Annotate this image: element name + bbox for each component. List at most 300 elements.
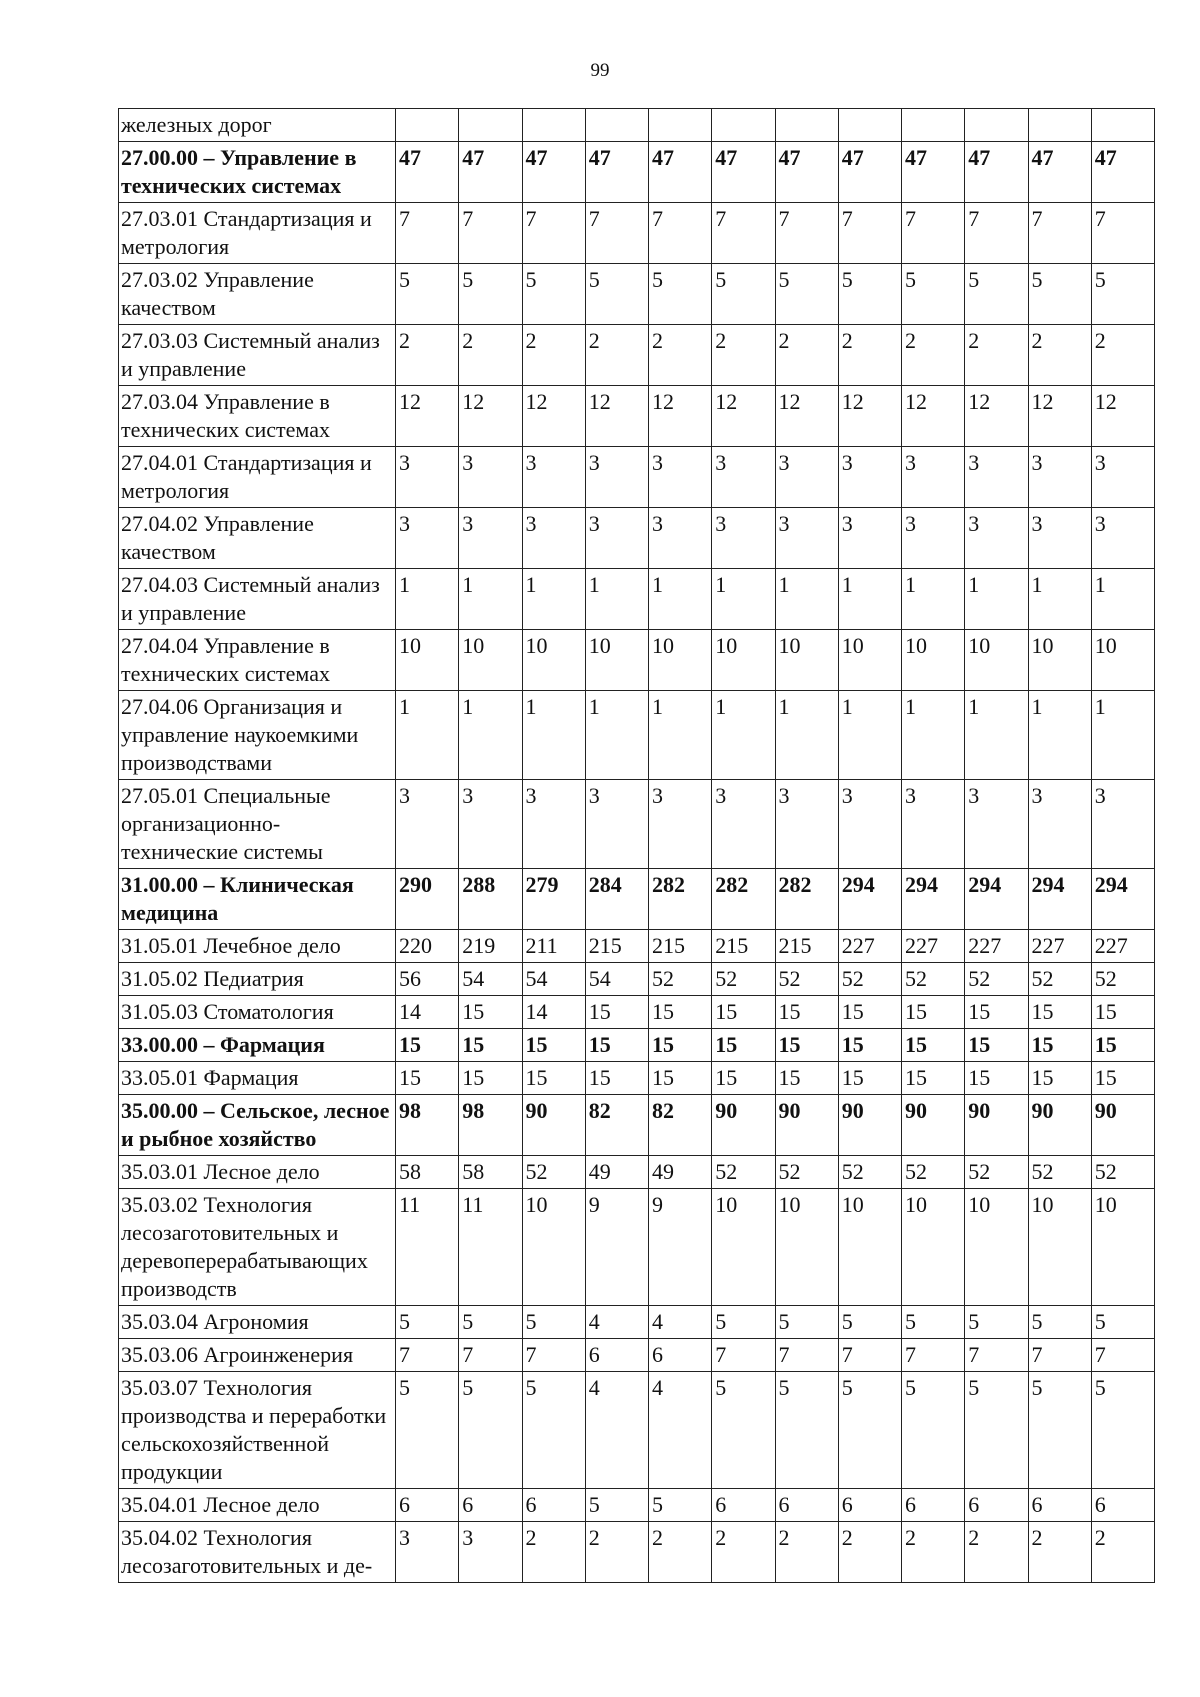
- table-cell: 90: [712, 1095, 775, 1156]
- table-cell: 3: [585, 780, 648, 869]
- table-cell: 15: [775, 1029, 838, 1062]
- table-cell: 47: [459, 142, 522, 203]
- table-cell: 2: [838, 325, 901, 386]
- table-cell: 1: [459, 691, 522, 780]
- table-cell: 1: [649, 691, 712, 780]
- table-cell: 58: [459, 1156, 522, 1189]
- table-cell: 2: [775, 1522, 838, 1583]
- row-label: 31.00.00 – Клиническая медицина: [119, 869, 396, 930]
- table-cell: 12: [522, 386, 585, 447]
- table-cell: 15: [585, 1062, 648, 1095]
- table-cell: 5: [522, 1372, 585, 1489]
- table-cell: 52: [712, 963, 775, 996]
- table-cell: 4: [649, 1372, 712, 1489]
- table-cell: 47: [1028, 142, 1091, 203]
- table-cell: 15: [965, 1062, 1028, 1095]
- table-row: [119, 930, 1155, 963]
- table-cell: 1: [522, 691, 585, 780]
- table-cell: 15: [1091, 996, 1154, 1029]
- table-cell: 6: [838, 1489, 901, 1522]
- table-cell: 7: [1091, 203, 1154, 264]
- table-cell: 294: [1091, 869, 1154, 930]
- table-cell: 15: [1028, 1062, 1091, 1095]
- table-cell: 10: [712, 630, 775, 691]
- table-cell: 2: [522, 1522, 585, 1583]
- table-cell: 7: [1091, 1339, 1154, 1372]
- table-cell: 3: [838, 447, 901, 508]
- table-cell: 10: [838, 630, 901, 691]
- table-cell: 90: [775, 1095, 838, 1156]
- table-row: [119, 508, 1155, 569]
- table-cell: 284: [585, 869, 648, 930]
- table-cell: 3: [902, 780, 965, 869]
- table-cell: 2: [775, 325, 838, 386]
- table-cell: 1: [459, 569, 522, 630]
- table-cell: 11: [459, 1189, 522, 1306]
- table-cell: 7: [522, 203, 585, 264]
- table-cell: 5: [522, 1306, 585, 1339]
- table-cell: 6: [459, 1489, 522, 1522]
- table-cell: 52: [1091, 963, 1154, 996]
- table-cell: 227: [965, 930, 1028, 963]
- table-cell: 7: [965, 1339, 1028, 1372]
- table-cell: 15: [712, 996, 775, 1029]
- table-cell: 5: [775, 1306, 838, 1339]
- table-cell: 3: [775, 780, 838, 869]
- row-label: 27.04.04 Управление в технических системах: [119, 630, 396, 691]
- table-cell: 7: [649, 203, 712, 264]
- table-cell: 10: [396, 630, 459, 691]
- table-cell: [1028, 109, 1091, 142]
- table-cell: 5: [775, 1372, 838, 1489]
- row-label: 33.05.01 Фармация: [119, 1062, 396, 1095]
- table-cell: 1: [585, 691, 648, 780]
- table-row: [119, 691, 1155, 780]
- row-label: 35.04.02 Технология лесозаготовительных и де-: [119, 1522, 396, 1583]
- table-cell: 15: [712, 1062, 775, 1095]
- table-cell: 3: [396, 780, 459, 869]
- table-cell: 15: [902, 1029, 965, 1062]
- table-cell: 282: [775, 869, 838, 930]
- table-cell: 6: [965, 1489, 1028, 1522]
- table-cell: 2: [712, 325, 775, 386]
- table-cell: 15: [522, 1062, 585, 1095]
- table-cell: 10: [965, 1189, 1028, 1306]
- table-cell: 3: [1028, 508, 1091, 569]
- row-label: 35.04.01 Лесное дело: [119, 1489, 396, 1522]
- table-cell: 15: [649, 996, 712, 1029]
- table-cell: 10: [902, 1189, 965, 1306]
- table-cell: 7: [459, 203, 522, 264]
- table-cell: 49: [649, 1156, 712, 1189]
- table-cell: 1: [965, 691, 1028, 780]
- table-cell: 3: [459, 508, 522, 569]
- table-cell: 2: [712, 1522, 775, 1583]
- table-cell: 12: [396, 386, 459, 447]
- table-cell: 3: [1028, 447, 1091, 508]
- table-row: [119, 1029, 1155, 1062]
- table-row: [119, 203, 1155, 264]
- table-cell: 90: [965, 1095, 1028, 1156]
- table-row: [119, 1339, 1155, 1372]
- table-cell: 3: [838, 508, 901, 569]
- page-number: 99: [590, 60, 610, 81]
- table-row: [119, 1306, 1155, 1339]
- table-cell: 3: [965, 447, 1028, 508]
- table-cell: 7: [902, 1339, 965, 1372]
- table-cell: [838, 109, 901, 142]
- table-cell: 90: [838, 1095, 901, 1156]
- table-cell: 290: [396, 869, 459, 930]
- row-label: 27.03.01 Стандартизация и метрология: [119, 203, 396, 264]
- table-cell: 47: [1091, 142, 1154, 203]
- table-cell: 7: [902, 203, 965, 264]
- table-cell: 227: [1028, 930, 1091, 963]
- table-cell: 3: [649, 780, 712, 869]
- table-row: [119, 1189, 1155, 1306]
- table-cell: 15: [838, 1062, 901, 1095]
- table-cell: 4: [585, 1372, 648, 1489]
- table-cell: 12: [838, 386, 901, 447]
- table-cell: 58: [396, 1156, 459, 1189]
- table-cell: 15: [775, 996, 838, 1029]
- table-cell: 227: [838, 930, 901, 963]
- table-cell: 10: [965, 630, 1028, 691]
- table-cell: 12: [775, 386, 838, 447]
- table-cell: 2: [965, 325, 1028, 386]
- row-label: 27.00.00 – Управление в технических системах: [119, 142, 396, 203]
- table-cell: 7: [396, 203, 459, 264]
- table-row: [119, 325, 1155, 386]
- table-cell: [775, 109, 838, 142]
- table-cell: 3: [396, 1522, 459, 1583]
- table-cell: 6: [1091, 1489, 1154, 1522]
- table-row: [119, 1372, 1155, 1489]
- table-cell: 282: [649, 869, 712, 930]
- table-cell: 15: [649, 1029, 712, 1062]
- table-cell: 2: [1028, 325, 1091, 386]
- table-cell: 2: [1091, 325, 1154, 386]
- table-cell: 49: [585, 1156, 648, 1189]
- table-cell: 1: [838, 569, 901, 630]
- row-label: 35.03.02 Технология лесозаготовительных и деревоперерабатывающих производств: [119, 1189, 396, 1306]
- table-cell: 47: [838, 142, 901, 203]
- table-cell: 2: [1028, 1522, 1091, 1583]
- table-cell: 288: [459, 869, 522, 930]
- table-cell: 15: [1028, 1029, 1091, 1062]
- table-row: [119, 869, 1155, 930]
- table-cell: 3: [965, 508, 1028, 569]
- table-cell: 52: [522, 1156, 585, 1189]
- table-cell: 3: [396, 447, 459, 508]
- table-cell: 5: [649, 264, 712, 325]
- table-cell: 6: [585, 1339, 648, 1372]
- table-cell: 5: [396, 1372, 459, 1489]
- table-row: [119, 569, 1155, 630]
- table-cell: 3: [1091, 508, 1154, 569]
- table-cell: 215: [585, 930, 648, 963]
- table-cell: 47: [965, 142, 1028, 203]
- table-cell: 211: [522, 930, 585, 963]
- table-cell: 279: [522, 869, 585, 930]
- table-cell: 52: [838, 963, 901, 996]
- table-cell: 7: [522, 1339, 585, 1372]
- table-cell: 52: [902, 1156, 965, 1189]
- row-label: 27.05.01 Специальные организационно-технические системы: [119, 780, 396, 869]
- table-cell: 10: [712, 1189, 775, 1306]
- table-cell: 5: [1091, 264, 1154, 325]
- table-cell: [459, 109, 522, 142]
- table-row: [119, 1095, 1155, 1156]
- table-cell: 294: [902, 869, 965, 930]
- table-cell: 7: [585, 203, 648, 264]
- table-cell: 15: [838, 1029, 901, 1062]
- row-label: 27.04.06 Организация и управление наукоемкими производствами: [119, 691, 396, 780]
- table-cell: 1: [775, 691, 838, 780]
- table-cell: 5: [712, 264, 775, 325]
- table-cell: 47: [902, 142, 965, 203]
- table-cell: 12: [902, 386, 965, 447]
- table-cell: 15: [838, 996, 901, 1029]
- table-cell: 3: [459, 447, 522, 508]
- table-cell: 90: [1028, 1095, 1091, 1156]
- row-label: 27.04.01 Стандартизация и метрология: [119, 447, 396, 508]
- table-cell: 1: [396, 569, 459, 630]
- table-cell: 2: [585, 1522, 648, 1583]
- table-cell: 6: [775, 1489, 838, 1522]
- table-cell: 5: [902, 1306, 965, 1339]
- table-cell: 2: [649, 1522, 712, 1583]
- table-cell: 5: [396, 264, 459, 325]
- table-cell: 3: [1091, 447, 1154, 508]
- table-cell: 227: [1091, 930, 1154, 963]
- table-cell: 98: [459, 1095, 522, 1156]
- table-cell: 10: [459, 630, 522, 691]
- table-row: [119, 996, 1155, 1029]
- table-cell: 1: [649, 569, 712, 630]
- table-cell: 1: [1091, 691, 1154, 780]
- table-cell: 12: [965, 386, 1028, 447]
- table-cell: 7: [712, 203, 775, 264]
- table-cell: 52: [1091, 1156, 1154, 1189]
- table-cell: 7: [838, 1339, 901, 1372]
- table-cell: 2: [649, 325, 712, 386]
- table-cell: 1: [902, 569, 965, 630]
- table-cell: 6: [902, 1489, 965, 1522]
- table-cell: 1: [775, 569, 838, 630]
- table-cell: 3: [585, 447, 648, 508]
- table-cell: 15: [902, 996, 965, 1029]
- table-cell: 15: [712, 1029, 775, 1062]
- table-cell: 7: [1028, 203, 1091, 264]
- table-cell: 5: [712, 1372, 775, 1489]
- table-cell: 3: [649, 508, 712, 569]
- table-cell: [585, 109, 648, 142]
- table-cell: [712, 109, 775, 142]
- table-cell: 12: [1091, 386, 1154, 447]
- table-cell: 47: [396, 142, 459, 203]
- table-cell: 47: [775, 142, 838, 203]
- table-cell: 3: [965, 780, 1028, 869]
- table-cell: 3: [396, 508, 459, 569]
- table-cell: 3: [712, 447, 775, 508]
- table-cell: 1: [965, 569, 1028, 630]
- table-cell: 5: [838, 264, 901, 325]
- table-cell: 5: [1028, 1372, 1091, 1489]
- table-cell: 5: [965, 1306, 1028, 1339]
- table-cell: 1: [1091, 569, 1154, 630]
- table-cell: 47: [522, 142, 585, 203]
- table-cell: 3: [712, 508, 775, 569]
- table-cell: 52: [775, 1156, 838, 1189]
- table-cell: 10: [775, 630, 838, 691]
- table-row: [119, 386, 1155, 447]
- table-cell: 15: [459, 1062, 522, 1095]
- table-cell: 10: [1091, 1189, 1154, 1306]
- table-cell: 3: [712, 780, 775, 869]
- table-cell: 3: [1028, 780, 1091, 869]
- table-cell: 12: [712, 386, 775, 447]
- table-row: [119, 630, 1155, 691]
- table-cell: 15: [649, 1062, 712, 1095]
- table-cell: [1091, 109, 1154, 142]
- table-cell: 3: [775, 447, 838, 508]
- row-label: 27.04.03 Системный анализ и управление: [119, 569, 396, 630]
- table-cell: 6: [1028, 1489, 1091, 1522]
- table-cell: 5: [902, 1372, 965, 1489]
- table-cell: 7: [459, 1339, 522, 1372]
- table-cell: 3: [775, 508, 838, 569]
- row-label: 27.03.03 Системный анализ и управление: [119, 325, 396, 386]
- table-cell: 5: [965, 264, 1028, 325]
- table-cell: 9: [649, 1189, 712, 1306]
- table-cell: 215: [775, 930, 838, 963]
- table-cell: 5: [1091, 1306, 1154, 1339]
- table-cell: [902, 109, 965, 142]
- table-cell: 1: [585, 569, 648, 630]
- table-cell: 7: [838, 203, 901, 264]
- table-cell: 5: [585, 264, 648, 325]
- table-cell: 5: [838, 1306, 901, 1339]
- table-row: [119, 963, 1155, 996]
- table-cell: 1: [1028, 569, 1091, 630]
- table-cell: 227: [902, 930, 965, 963]
- table-cell: 15: [1091, 1029, 1154, 1062]
- table-cell: 52: [902, 963, 965, 996]
- table-cell: 15: [396, 1062, 459, 1095]
- table-cell: 294: [1028, 869, 1091, 930]
- table-cell: 47: [585, 142, 648, 203]
- table-cell: 82: [585, 1095, 648, 1156]
- table-cell: 15: [1028, 996, 1091, 1029]
- table-cell: 14: [522, 996, 585, 1029]
- row-label: 27.03.02 Управление качеством: [119, 264, 396, 325]
- table-cell: 7: [775, 1339, 838, 1372]
- table-cell: 52: [1028, 963, 1091, 996]
- table-cell: 56: [396, 963, 459, 996]
- table-cell: 10: [1028, 630, 1091, 691]
- table-cell: 5: [712, 1306, 775, 1339]
- table-cell: 10: [1028, 1189, 1091, 1306]
- table-cell: 1: [712, 691, 775, 780]
- row-label: 27.03.04 Управление в технических системах: [119, 386, 396, 447]
- table-cell: 4: [649, 1306, 712, 1339]
- table-cell: 54: [522, 963, 585, 996]
- table-cell: 5: [522, 264, 585, 325]
- table-cell: 15: [775, 1062, 838, 1095]
- row-label: 31.05.02 Педиатрия: [119, 963, 396, 996]
- table-cell: 52: [712, 1156, 775, 1189]
- table-cell: 5: [459, 1372, 522, 1489]
- table-cell: 1: [1028, 691, 1091, 780]
- table-cell: 10: [649, 630, 712, 691]
- table-cell: 5: [1028, 264, 1091, 325]
- table-cell: 1: [838, 691, 901, 780]
- table-cell: 15: [522, 1029, 585, 1062]
- table-cell: 10: [902, 630, 965, 691]
- table-cell: [649, 109, 712, 142]
- table-cell: 7: [1028, 1339, 1091, 1372]
- table-cell: 90: [902, 1095, 965, 1156]
- table-cell: 5: [459, 264, 522, 325]
- table-cell: 10: [1091, 630, 1154, 691]
- table-cell: 3: [838, 780, 901, 869]
- table-cell: 5: [585, 1489, 648, 1522]
- table-cell: 15: [396, 1029, 459, 1062]
- table-cell: 52: [649, 963, 712, 996]
- table-row: [119, 1489, 1155, 1522]
- table-cell: 1: [902, 691, 965, 780]
- table-cell: 6: [712, 1489, 775, 1522]
- table-cell: 282: [712, 869, 775, 930]
- table-cell: 215: [649, 930, 712, 963]
- table-cell: 54: [459, 963, 522, 996]
- table-cell: 12: [585, 386, 648, 447]
- table-row: [119, 1522, 1155, 1583]
- table-cell: 3: [522, 780, 585, 869]
- table-cell: 5: [1091, 1372, 1154, 1489]
- table-row: [119, 1062, 1155, 1095]
- table-cell: 3: [585, 508, 648, 569]
- table-cell: 7: [775, 203, 838, 264]
- table-cell: 90: [522, 1095, 585, 1156]
- table-cell: 1: [396, 691, 459, 780]
- table-cell: 3: [522, 508, 585, 569]
- table-cell: 6: [649, 1339, 712, 1372]
- table-cell: 220: [396, 930, 459, 963]
- table-cell: 7: [965, 203, 1028, 264]
- table-cell: 10: [522, 1189, 585, 1306]
- table-cell: 15: [585, 996, 648, 1029]
- table-cell: 12: [459, 386, 522, 447]
- table-cell: 215: [712, 930, 775, 963]
- table-row: [119, 142, 1155, 203]
- table-cell: 4: [585, 1306, 648, 1339]
- table-cell: 5: [838, 1372, 901, 1489]
- table-cell: [965, 109, 1028, 142]
- table-cell: 90: [1091, 1095, 1154, 1156]
- table-cell: 15: [585, 1029, 648, 1062]
- enrollment-table: [118, 108, 1155, 1583]
- table-cell: 294: [838, 869, 901, 930]
- table-cell: 12: [1028, 386, 1091, 447]
- table-cell: [396, 109, 459, 142]
- table-cell: 5: [965, 1372, 1028, 1489]
- row-label: 27.04.02 Управление качеством: [119, 508, 396, 569]
- table-cell: 2: [1091, 1522, 1154, 1583]
- table-cell: 52: [965, 963, 1028, 996]
- table-row: [119, 264, 1155, 325]
